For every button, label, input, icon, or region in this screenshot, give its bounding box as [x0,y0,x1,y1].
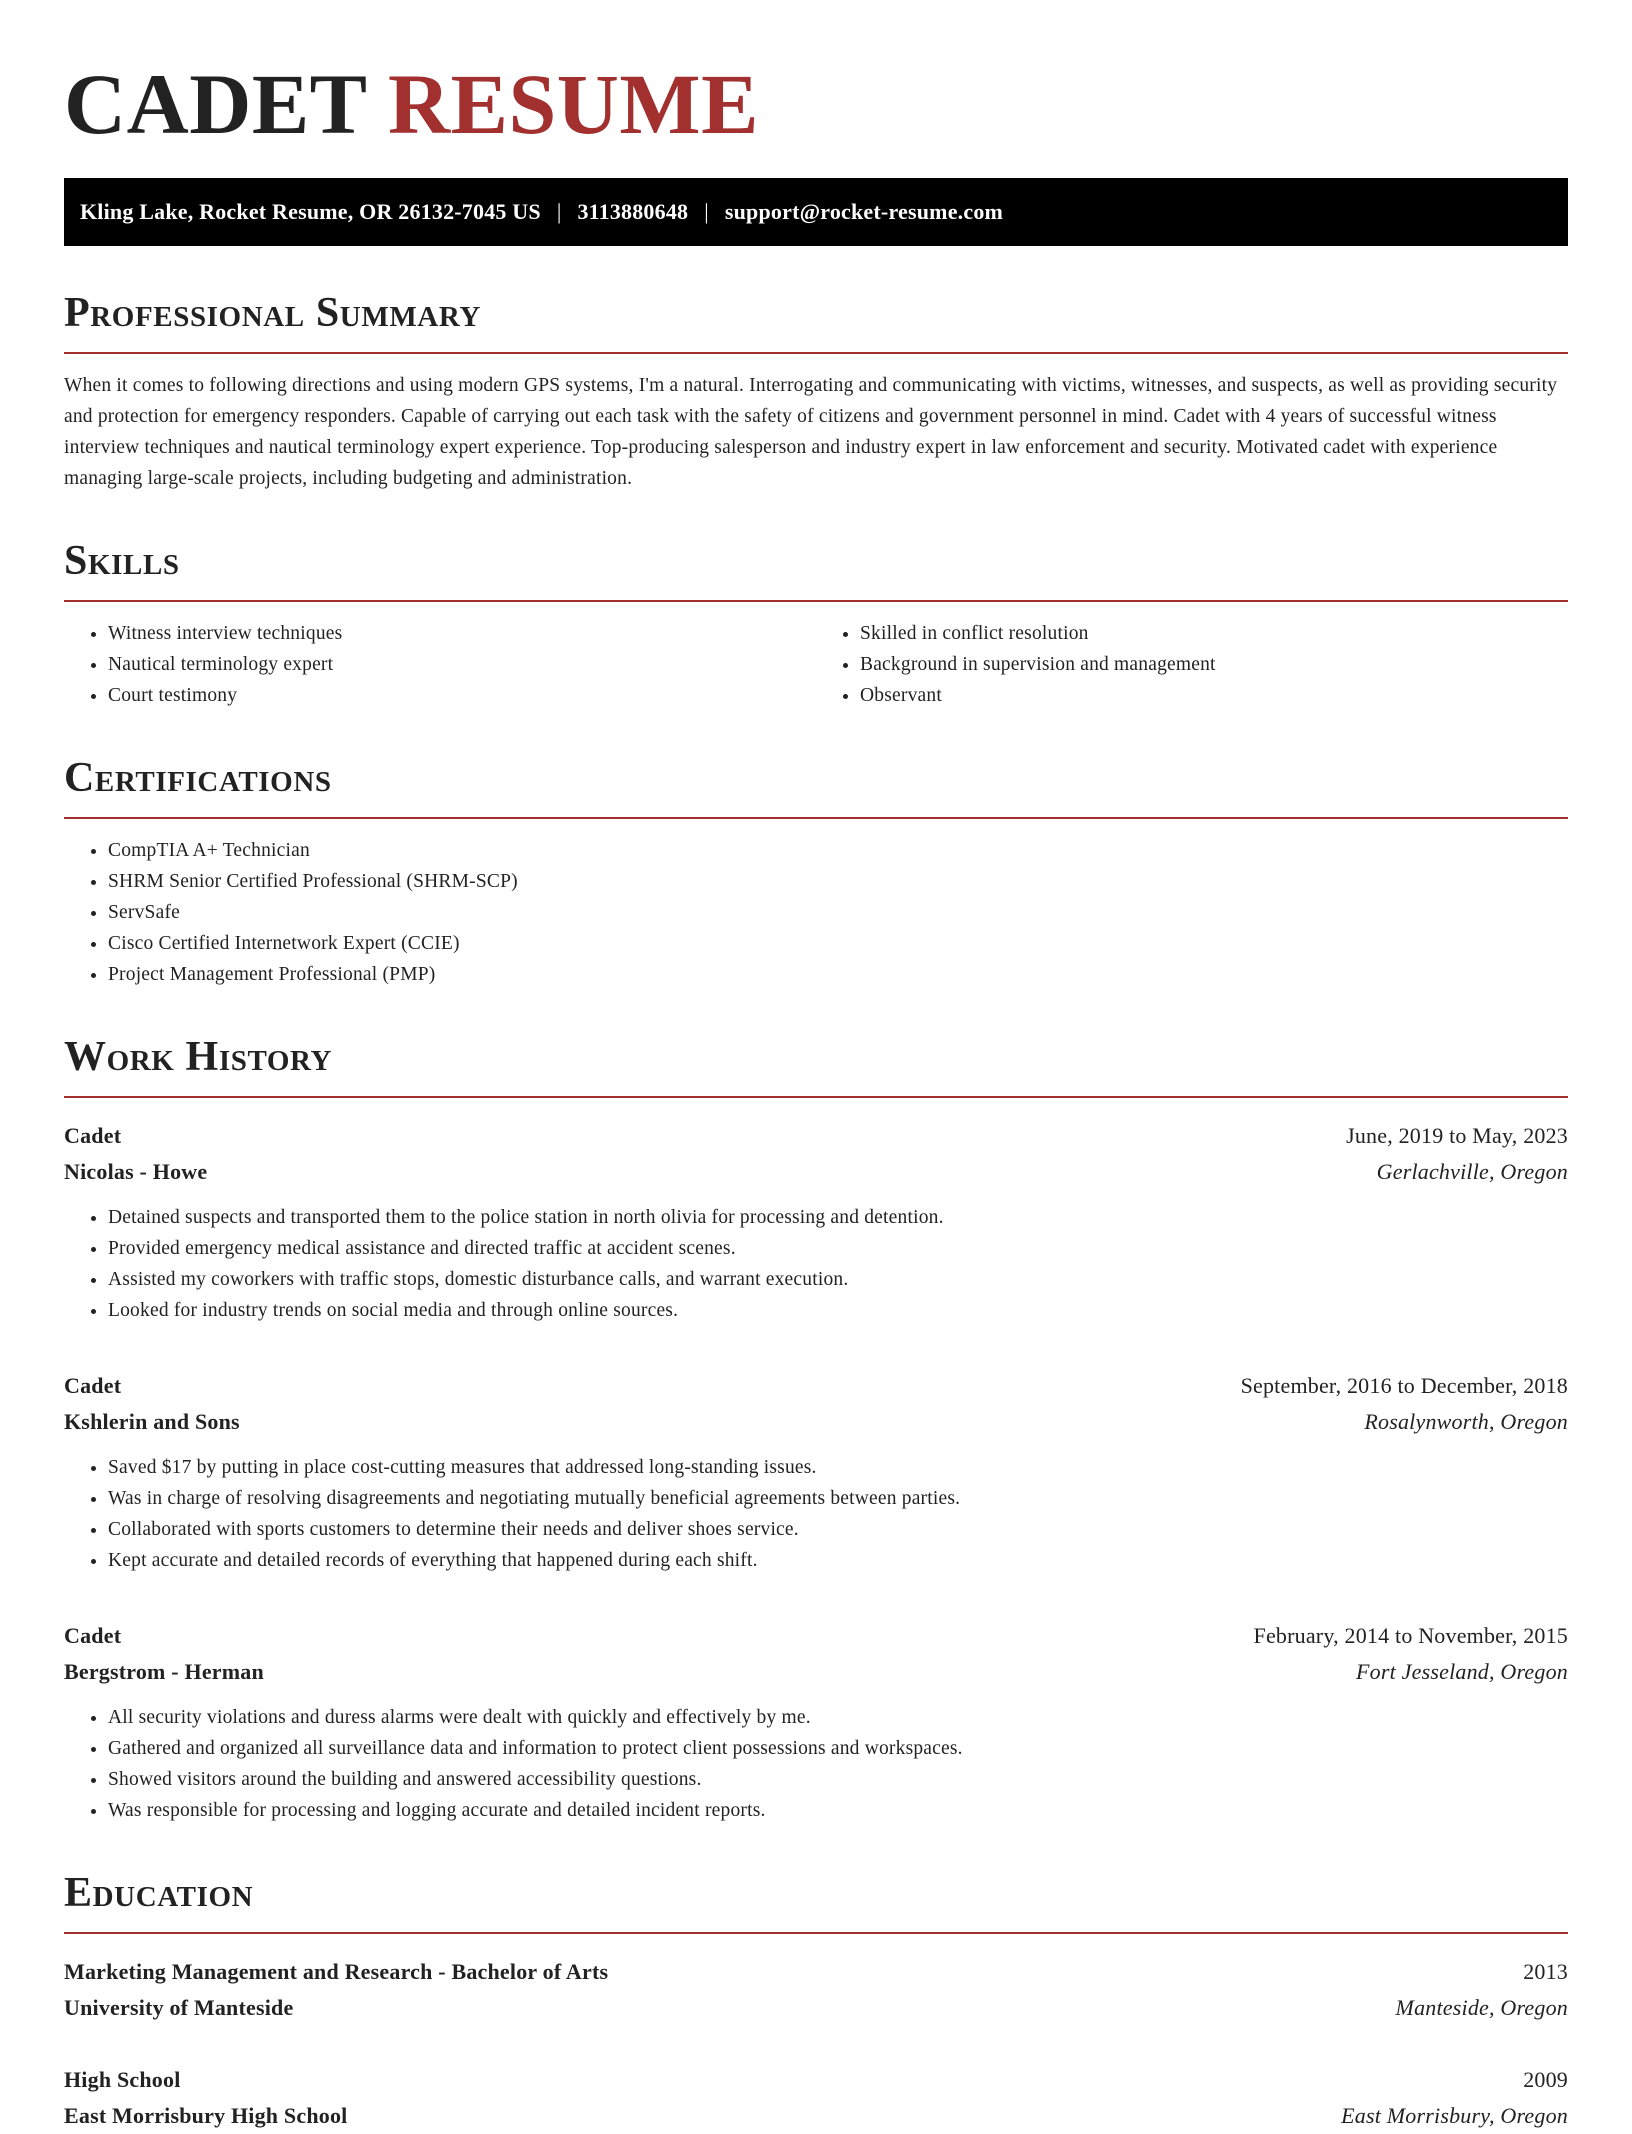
job-location: Rosalynworth, Oregon [1364,1409,1568,1434]
job-header-row [64,1368,1568,1404]
job-company-row [64,1654,1568,1690]
education-year: 2013 [1523,1959,1568,1984]
skill-item: • Nautical terminology expert [108,649,816,680]
job-duty: • Saved $17 by putting in place cost-cutting measures that addressed long-standing issues. [108,1452,1568,1483]
skill-item: • Observant [860,680,1568,711]
title-first-word: CADET [64,56,366,152]
job-duty: • Looked for industry trends on social media and through online sources. [108,1295,1568,1326]
skill-item: • Court testimony [108,680,816,711]
job-duties-list [64,1702,1568,1826]
contact-separator: | [556,199,562,224]
resume-title [64,56,1568,152]
education-school-row [64,1990,1568,2026]
skill-item: • Witness interview techniques [108,618,816,649]
title-second-word: RESUME [388,56,759,152]
job-location: Fort Jesseland, Oregon [1356,1659,1568,1684]
job-duty: • Was in charge of resolving disagreements and negotiating mutually beneficial agreements between parties. [108,1483,1568,1514]
job-entry [64,1618,1568,1826]
education-degree-row [64,2062,1568,2098]
job-duties-list [64,1202,1568,1326]
contact-separator: | [704,199,709,224]
job-duties-list [64,1452,1568,1576]
education-school-row [64,2098,1568,2134]
certification-item: • SHRM Senior Certified Professional (SHRM-SCP) [108,866,1568,897]
education-degree: Marketing Management and Research - Bachelor of Arts [64,1959,609,1984]
skills-grid [64,602,1568,711]
education-entry [64,1954,1568,2026]
certification-item: • ServSafe [108,897,1568,928]
certification-item: • Project Management Professional (PMP) [108,959,1568,990]
job-dates: September, 2016 to December, 2018 [1240,1373,1568,1398]
job-role: Cadet [64,1623,122,1648]
work-history-section [64,1032,1568,1826]
job-duty: • Kept accurate and detailed records of everything that happened during each shift. [108,1545,1568,1576]
job-company: Kshlerin and Sons [64,1409,240,1434]
job-duty: • Assisted my coworkers with traffic stops, domestic disturbance calls, and warrant execution. [108,1264,1568,1295]
job-company-row [64,1404,1568,1440]
education-degree-row [64,1954,1568,1990]
summary-section [64,288,1568,494]
skill-item: • Skilled in conflict resolution [860,618,1568,649]
certifications-section [64,753,1568,990]
job-header-row [64,1618,1568,1654]
job-dates: February, 2014 to November, 2015 [1253,1623,1568,1648]
job-duty: • Showed visitors around the building and answered accessibility questions. [108,1764,1568,1795]
job-dates: June, 2019 to May, 2023 [1346,1123,1568,1148]
education-location: Manteside, Oregon [1395,1995,1568,2020]
job-role: Cadet [64,1123,122,1148]
education-degree: High School [64,2067,181,2092]
summary-text: When it comes to following directions and using modern GPS systems, I'm a natural. Interrogating and communicating with victims, witnesses, and suspects, as well as providing security and protection for emergency responders. Capable of carrying out each task with the safety of citizens and government personnel in mind. Cadet with 4 years of successful witness interview techniques and nautical terminology expert experience. Top-producing salesperson and industry expert in law enforcement and security. Motivated cadet with experience managing large-scale projects, including budgeting and administration. [64,375,1558,489]
education-location: East Morrisbury, Oregon [1341,2103,1568,2128]
contact-bar [64,178,1568,246]
skills-section [64,536,1568,711]
education-year: 2009 [1523,2067,1568,2092]
job-company: Nicolas - Howe [64,1159,208,1184]
skills-right-list [816,618,1568,711]
skills-heading: Skills [64,536,1568,602]
certifications-list [64,835,1568,990]
skills-left-list [64,618,816,711]
education-heading: Education [64,1868,1568,1934]
certification-item: • CompTIA A+ Technician [108,835,1568,866]
job-duty: • All security violations and duress alarms were dealt with quickly and effectively by me. [108,1702,1568,1733]
job-company-row [64,1154,1568,1190]
job-entry [64,1368,1568,1576]
contact-address: Kling Lake, Rocket Resume, OR 26132-7045 US [80,199,541,224]
contact-phone: 3113880648 [577,199,689,224]
job-duty: • Provided emergency medical assistance and directed traffic at accident scenes. [108,1233,1568,1264]
job-duty: • Collaborated with sports customers to determine their needs and deliver shoes service. [108,1514,1568,1545]
work-history-heading: Work History [64,1032,1568,1098]
certification-item: • Cisco Certified Internetwork Expert (CCIE) [108,928,1568,959]
job-role: Cadet [64,1373,122,1398]
education-school: East Morrisbury High School [64,2103,348,2128]
education-entry [64,2062,1568,2134]
education-school: University of Manteside [64,1995,294,2020]
summary-heading: Professional Summary [64,288,1568,354]
certifications-heading: Certifications [64,753,1568,819]
job-entry [64,1118,1568,1326]
skill-item: • Background in supervision and management [860,649,1568,680]
contact-email: support@rocket-resume.com [724,199,1004,224]
job-duty: • Was responsible for processing and logging accurate and detailed incident reports. [108,1795,1568,1826]
education-section [64,1868,1568,2134]
job-duty: • Gathered and organized all surveillance data and information to protect client possessions and workspaces. [108,1733,1568,1764]
job-location: Gerlachville, Oregon [1376,1159,1568,1184]
job-header-row [64,1118,1568,1154]
job-company: Bergstrom - Herman [64,1659,264,1684]
job-duty: • Detained suspects and transported them to the police station in north olivia for processing and detention. [108,1202,1568,1233]
